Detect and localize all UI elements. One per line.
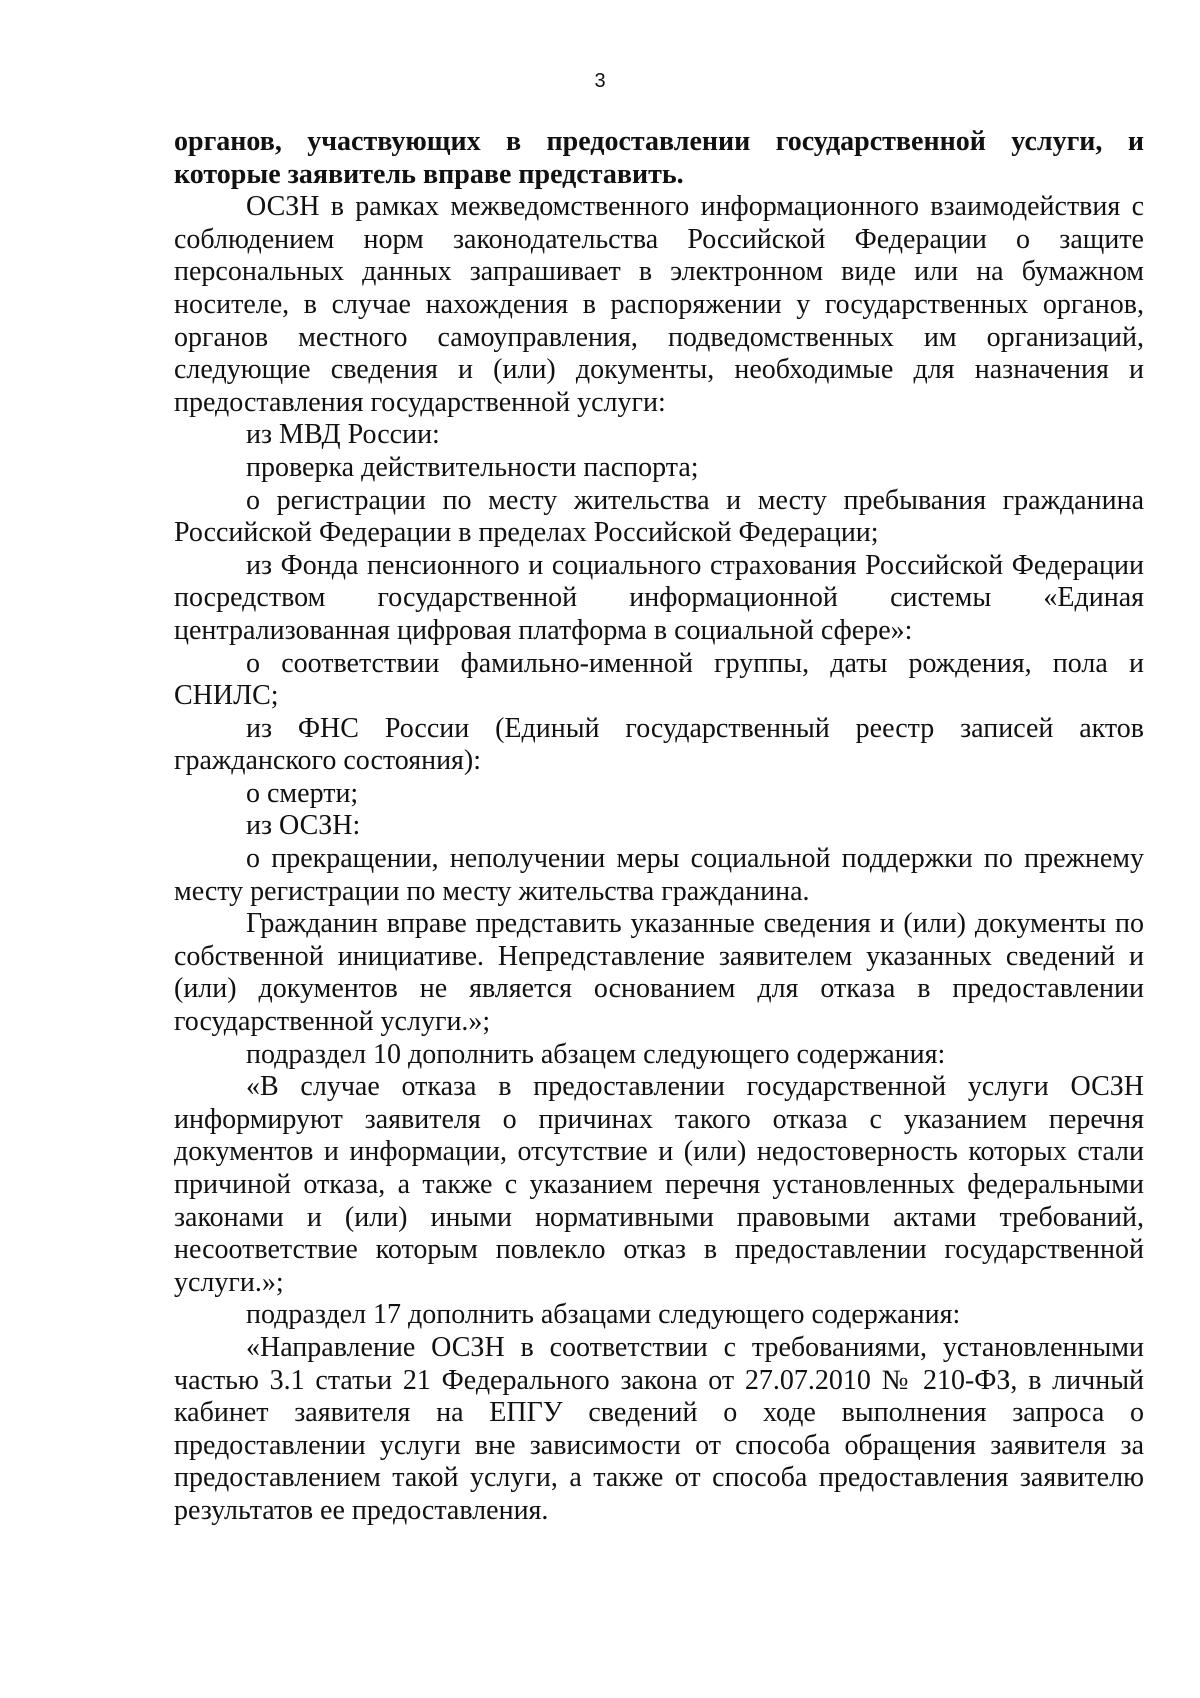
paragraph: ОСЗН в рамках межведомственного информационного взаимодействия с соблюдением норм законодательства Российской Федерации о защите персональных данных запрашивает в электронном виде или на бумажном носителе, в случае нахождения в распоряжении у государственных органов, органов местного самоуправления, подведомственных им организаций, следующие сведения и (или) документы, необходимые для назначения и предоставления государственной услуги: xyxy=(174,191,1144,418)
document-body xyxy=(174,126,1144,1528)
paragraph: о регистрации по месту жительства и месту пребывания гражданина Российской Федерации в пределах Российской Федерации; xyxy=(174,484,1144,549)
paragraph: Гражданин вправе представить указанные сведения и (или) документы по собственной инициативе. Непредставление заявителем указанных сведений и (или) документов не является основанием для отказа в предоставлении государственной услуги.»; xyxy=(174,908,1144,1038)
paragraph: о прекращении, неполучении меры социальной поддержки по прежнему месту регистрации по месту жительства гражданина. xyxy=(174,843,1144,907)
paragraph: подраздел 17 дополнить абзацами следующего содержания: xyxy=(246,1299,961,1331)
paragraph: из МВД России: xyxy=(246,419,440,451)
paragraph: проверка действительности паспорта; xyxy=(246,451,699,483)
paragraph: из ОСЗН: xyxy=(246,810,361,842)
paragraph: «В случае отказа в предоставлении государственной услуги ОСЗН информируют заявителя о причинах такого отказа с указанием перечня документов и информации, отсутствие и (или) недостоверность которых стали причиной отказа, а также с указанием перечня установленных федеральными законами и (или) иными нормативными правовыми актами требований, несоответствие которым повлекло отказ в предоставлении государственной услуги.»; xyxy=(174,1071,1144,1298)
paragraph: о смерти; xyxy=(246,777,359,809)
paragraph: «Направление ОСЗН в соответствии с требованиями, установленными частью 3.1 статьи 21 Федерального закона от 27.07.2010 № 210-ФЗ, в личный кабинет заявителя на ЕПГУ сведений о ходе выполнения запроса о предоставлении услуги вне зависимости от способа обращения заявителя за предоставлением такой услуги, а также от способа предоставления заявителю результатов ее предоставления. xyxy=(174,1331,1144,1526)
paragraph: подраздел 10 дополнить абзацем следующего содержания: xyxy=(246,1038,946,1070)
page-number: 3 xyxy=(594,70,606,92)
paragraph: из ФНС России (Единый государственный реестр записей актов гражданского состояния): xyxy=(174,712,1144,777)
paragraph: из Фонда пенсионного и социального страхования Российской Федерации посредством государственной информационной системы «Единая централизованная цифровая платформа в социальной сфере»: xyxy=(174,549,1144,646)
paragraph-heading-continuation: органов, участвующих в предоставлении государственной услуги, и которые заявитель вправе представить. xyxy=(174,126,1144,190)
paragraph: о соответствии фамильно-именной группы, даты рождения, пола и СНИЛС; xyxy=(174,647,1144,712)
